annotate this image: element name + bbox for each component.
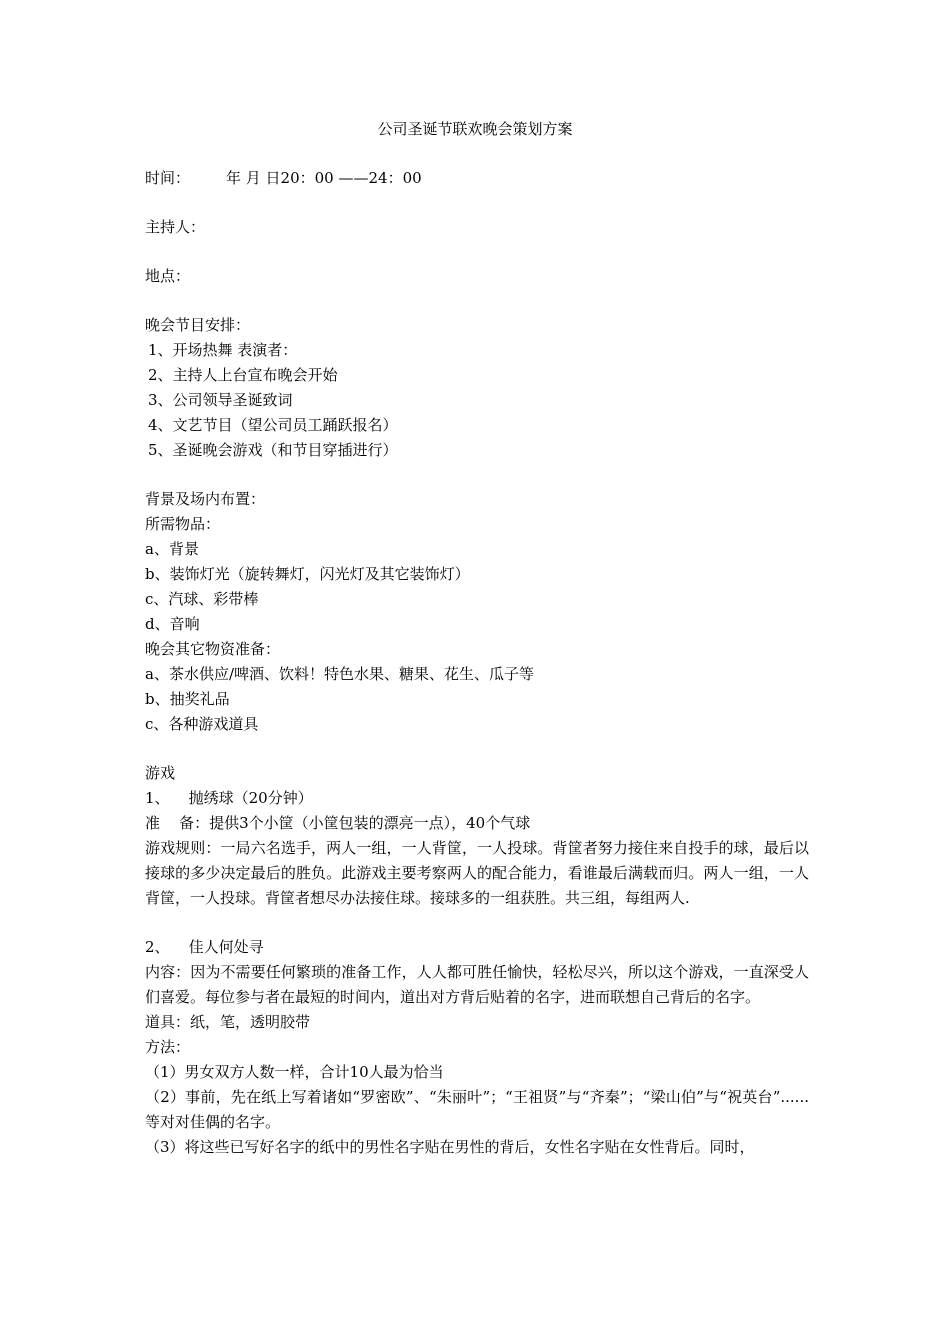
- game2-props: 道具：纸，笔，透明胶带: [145, 1013, 311, 1031]
- game2-step: （3）将这些已写好名字的纸中的男性名字贴在男性的背后，女性名字贴在女性背后。同时，: [145, 1138, 755, 1156]
- other-heading: 晚会其它物资准备：: [145, 640, 281, 658]
- games-heading: 游戏: [145, 764, 176, 782]
- needed-item: d、音响: [145, 615, 200, 633]
- game1-title: 1、 抛绣球（20分钟）: [145, 789, 313, 807]
- needed-item: b、装饰灯光（旋转舞灯，闪光灯及其它装饰灯）: [145, 565, 470, 583]
- document-body: [145, 166, 809, 1160]
- needed-heading: 所需物品：: [145, 515, 221, 533]
- other-item: b、抽奖礼品: [145, 690, 230, 708]
- program-heading: 晚会节目安排：: [145, 316, 251, 334]
- game1-prep: 准 备：提供3个小筐（小筐包装的漂亮一点），40个气球: [145, 814, 531, 832]
- program-item: 4、文艺节目（望公司员工踊跃报名）: [148, 416, 398, 434]
- game2-title: 2、 佳人何处寻: [145, 938, 264, 956]
- program-item: 2、主持人上台宣布晚会开始: [148, 366, 338, 384]
- needed-item: c、汽球、彩带棒: [145, 590, 259, 608]
- time-line: [145, 166, 809, 191]
- program-item: 3、公司领导圣诞致词: [148, 391, 293, 409]
- other-item: a、茶水供应/啤酒、饮料！特色水果、糖果、花生、瓜子等: [145, 665, 534, 683]
- host-line: 主持人：: [145, 218, 206, 236]
- location-line: 地点：: [145, 267, 191, 285]
- program-item: 1、开场热舞 表演者：: [148, 341, 298, 359]
- game2-method-heading: 方法：: [145, 1038, 191, 1056]
- game2-step: （1）男女双方人数一样，合计10人最为恰当: [145, 1063, 444, 1081]
- game1-rules: 游戏规则：一局六名选手，两人一组，一人背筐，一人投球。背筐者努力接住来自投手的球，最后以接球的多少决定最后的胜负。此游戏主要考察两人的配合能力，看谁最后满载而归。两人一组，一人背筐，一人投球。背筐者想尽办法接住球。接球多的一组获胜。共三组，每组两人.: [145, 839, 809, 907]
- other-item: c、各种游戏道具: [145, 715, 259, 733]
- time-value: 年 月 日20：00 ——24：00: [226, 169, 422, 187]
- game2-content: 内容：因为不需要任何繁琐的准备工作，人人都可胜任愉快，轻松尽兴，所以这个游戏，一直深受人们喜爱。每位参与者在最短的时间内，道出对方背后贴着的名字，进而联想自己背后的名字。: [145, 963, 809, 1006]
- program-item: 5、圣诞晚会游戏（和节目穿插进行）: [148, 441, 398, 459]
- game2-step: （2）事前，先在纸上写着诸如“罗密欧”、“朱丽叶”；“王祖贤”与“齐秦”；“梁山伯”与“祝英台”......等对对佳偶的名字。: [145, 1088, 809, 1131]
- setup-heading: 背景及场内布置：: [145, 490, 266, 508]
- needed-item: a、背景: [145, 540, 199, 558]
- time-label: 时间：: [145, 169, 191, 187]
- document-title: 公司圣诞节联欢晚会策划方案: [377, 120, 573, 138]
